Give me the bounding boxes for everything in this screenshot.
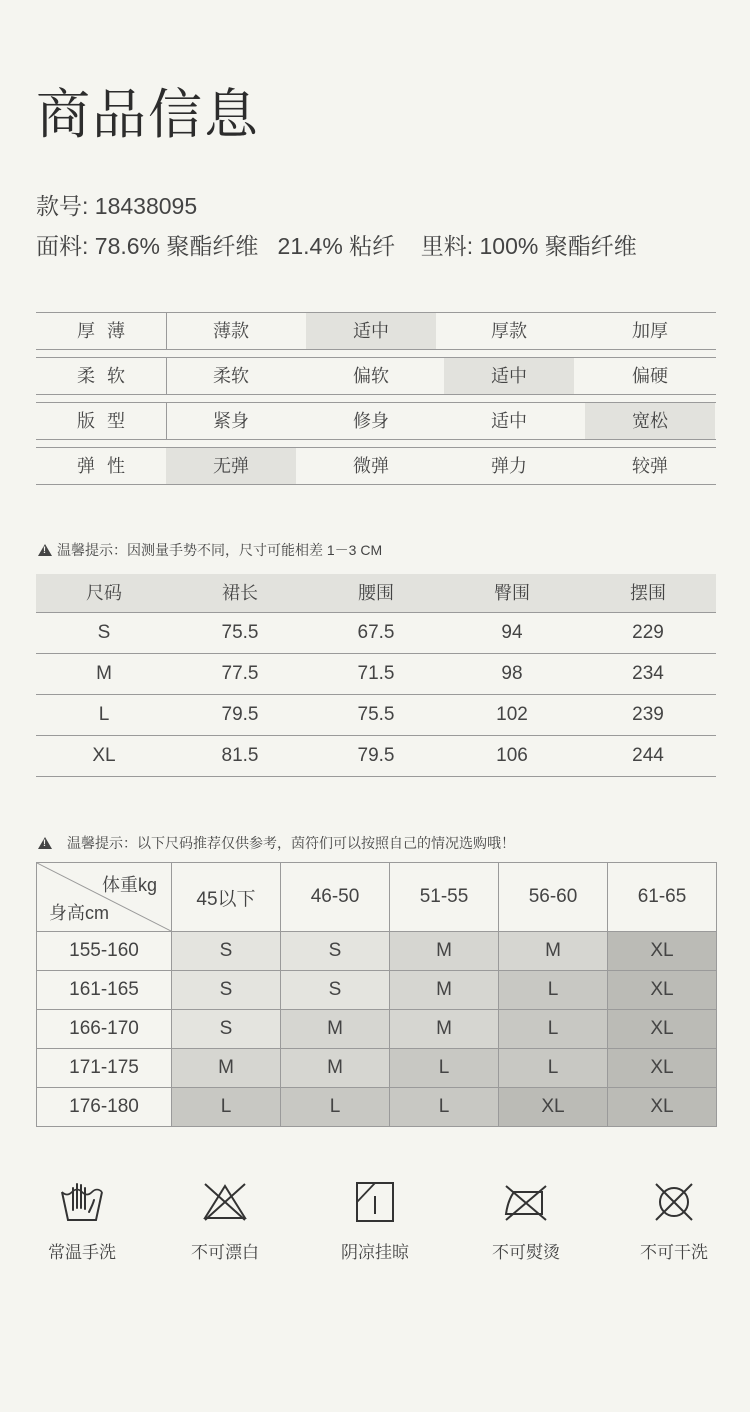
attribute-option: 较弹 [632, 456, 668, 476]
care-label: 不可漂白 [191, 1243, 259, 1262]
size-recommendation-grid [36, 862, 717, 1127]
attribute-option: 薄款 [213, 321, 249, 341]
grid-row [37, 932, 717, 971]
table-cell: XL [92, 745, 116, 766]
recommended-size: L [281, 1088, 390, 1127]
recommended-size: XL [608, 971, 717, 1010]
attribute-option: 加厚 [632, 321, 668, 341]
care-item [165, 1180, 285, 1263]
table-cell: 71.5 [357, 663, 395, 684]
recommended-size: L [499, 1049, 608, 1088]
recommended-size: XL [608, 1010, 717, 1049]
attribute-option: 偏软 [353, 366, 389, 386]
table-cell: 234 [632, 663, 664, 684]
table-cell: 239 [632, 704, 664, 725]
table-cell: L [98, 704, 110, 725]
table-cell: S [97, 622, 111, 643]
attribute-option: 柔软 [213, 366, 249, 386]
table-row [36, 613, 716, 654]
recommended-size: S [172, 971, 281, 1010]
attribute-label: 厚薄 [77, 321, 137, 341]
care-item [466, 1180, 586, 1263]
grid-row [37, 1010, 717, 1049]
table-cell: 67.5 [357, 622, 395, 643]
hand-wash-icon [58, 1180, 106, 1224]
weight-header: 56-60 [499, 863, 608, 932]
attribute-label: 柔软 [77, 366, 137, 386]
weight-header: 45以下 [172, 863, 281, 932]
attribute-option: 紧身 [213, 411, 249, 431]
height-range: 161-165 [37, 971, 172, 1010]
warning-icon [38, 544, 52, 556]
attribute-row [36, 312, 716, 350]
grid-corner [37, 863, 172, 932]
weight-header: 61-65 [608, 863, 717, 932]
table-cell: 94 [501, 622, 523, 643]
grid-row [37, 1088, 717, 1127]
height-range: 176-180 [37, 1088, 172, 1127]
recommended-size: M [390, 971, 499, 1010]
height-axis-label: 身高cm [49, 903, 109, 923]
recommended-size: XL [608, 932, 717, 971]
attribute-option: 厚款 [491, 321, 527, 341]
attribute-label: 弹性 [77, 456, 137, 476]
care-label: 阴凉挂晾 [341, 1243, 409, 1262]
size-table [36, 574, 716, 777]
attribute-option: 修身 [353, 411, 389, 431]
recommended-size: S [281, 971, 390, 1010]
recommended-size: M [390, 1010, 499, 1049]
attribute-option-selected: 适中 [444, 358, 574, 394]
recommended-size: XL [608, 1049, 717, 1088]
table-row [36, 736, 716, 777]
attribute-option: 偏硬 [632, 366, 668, 386]
table-cell: 81.5 [221, 745, 259, 766]
table-cell: 229 [632, 622, 664, 643]
column-header: 摆围 [630, 583, 666, 603]
table-cell: 106 [496, 745, 528, 766]
attribute-option-selected: 适中 [306, 313, 436, 349]
attribute-row [36, 447, 716, 485]
table-cell: 77.5 [221, 663, 259, 684]
column-header: 尺码 [86, 583, 122, 603]
recommended-size: L [499, 971, 608, 1010]
table-cell: 75.5 [221, 622, 259, 643]
attribute-option: 适中 [491, 411, 527, 431]
table-cell: M [96, 663, 112, 684]
attribute-option: 微弹 [353, 456, 389, 476]
no-bleach-icon [201, 1180, 249, 1224]
recommended-size: L [172, 1088, 281, 1127]
no-iron-icon [502, 1180, 550, 1224]
attribute-row [36, 357, 716, 395]
recommended-size: L [499, 1010, 608, 1049]
table-cell: 102 [496, 704, 528, 725]
table-cell: 79.5 [357, 745, 395, 766]
height-range: 171-175 [37, 1049, 172, 1088]
grid-row [37, 1049, 717, 1088]
recommended-size: L [390, 1049, 499, 1088]
recommend-tip-text: 温馨提示：以下尺码推荐仅供参考，茵符们可以按照自己的情况选购哦！ [67, 835, 515, 851]
table-cell: 244 [632, 745, 664, 766]
recommended-size: M [499, 932, 608, 971]
recommended-size: M [390, 932, 499, 971]
recommended-size: L [390, 1088, 499, 1127]
attribute-option-selected: 无弹 [166, 448, 296, 484]
attribute-option-selected: 宽松 [585, 403, 715, 439]
recommended-size: XL [608, 1088, 717, 1127]
care-label: 不可熨烫 [492, 1243, 560, 1262]
table-cell: 98 [501, 663, 523, 684]
height-range: 155-160 [37, 932, 172, 971]
weight-header: 46-50 [281, 863, 390, 932]
no-dry-clean-icon [650, 1180, 698, 1224]
attribute-row [36, 402, 716, 440]
grid-row [37, 971, 717, 1010]
table-cell: 75.5 [357, 704, 395, 725]
recommended-size: M [281, 1010, 390, 1049]
grid-header-row [37, 863, 717, 932]
recommended-size: S [172, 932, 281, 971]
care-item [315, 1180, 435, 1263]
column-header: 腰围 [358, 583, 394, 603]
recommended-size: M [172, 1049, 281, 1088]
table-row [36, 654, 716, 695]
line-dry-shade-icon [351, 1180, 399, 1224]
weight-header: 51-55 [390, 863, 499, 932]
attribute-label: 版型 [77, 411, 137, 431]
column-header: 臀围 [494, 583, 530, 603]
size-table-header [36, 574, 716, 613]
attribute-table [36, 312, 716, 492]
care-label: 不可干洗 [640, 1243, 708, 1262]
warning-icon [38, 837, 52, 849]
care-item [22, 1180, 142, 1263]
recommended-size: S [281, 932, 390, 971]
fabric-composition: 面料: 78.6% 聚酯纤维 21.4% 粘纤 里料: 100% 聚酯纤维 [36, 233, 637, 259]
weight-axis-label: 体重kg [101, 875, 157, 895]
recommended-size: S [172, 1010, 281, 1049]
care-item [614, 1180, 734, 1263]
table-row [36, 695, 716, 736]
page-title: 商品信息 [36, 83, 260, 146]
care-label: 常温手洗 [48, 1243, 116, 1262]
table-cell: 79.5 [221, 704, 259, 725]
recommended-size: M [281, 1049, 390, 1088]
column-header: 裙长 [222, 583, 258, 603]
style-number: 款号: 18438095 [36, 193, 198, 219]
attribute-option: 弹力 [491, 456, 527, 476]
recommend-tip [38, 833, 515, 853]
size-tip [38, 540, 382, 560]
height-range: 166-170 [37, 1010, 172, 1049]
size-tip-text: 温馨提示：因测量手势不同，尺寸可能相差 1－3 CM [57, 542, 383, 558]
recommended-size: XL [499, 1088, 608, 1127]
